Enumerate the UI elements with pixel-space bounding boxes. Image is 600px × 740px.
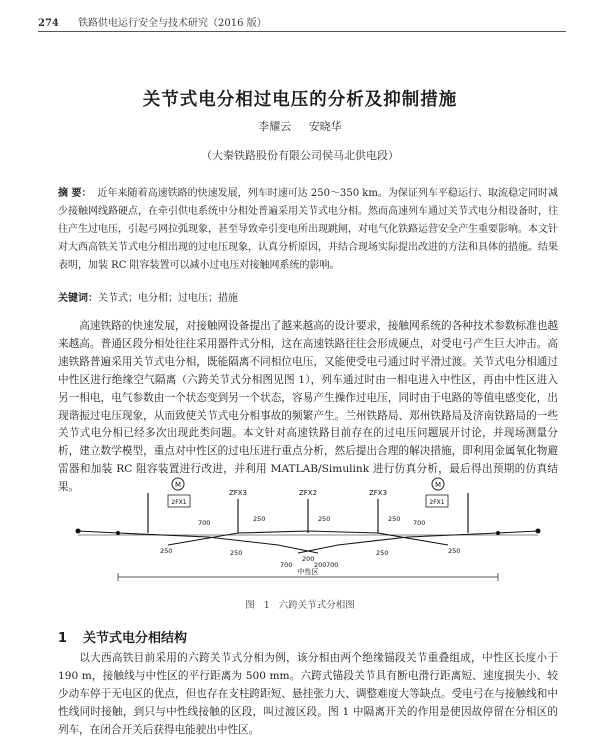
abstract bbox=[58, 185, 558, 275]
dim-label: 700 bbox=[198, 519, 211, 527]
switch-label-2: ZFX2 bbox=[298, 489, 318, 497]
catenary-neutral bbox=[168, 531, 448, 545]
switch-label-3: ZFX3 bbox=[368, 489, 388, 497]
intro-paragraph: 高速铁路的快速发展，对接触网设备提出了越来越高的设计要求，接触网系统的各种技术参数标准也越来越高。普通区段分相处往往采用器件式分相，这在高速铁路往往会形成硬点，对受电弓产生巨大冲击。高速铁路普遍采用关节式电分相，既能隔离不同相位电压，又能使受电弓通过时平滑过渡。关节式电分相通过中性区进行绝缘空气隔离（六跨关节式分相图见图 1），列车通过时由一相电进入中性区，再由中性区进入另一相电，电气参数由一个状态变到另一个状态，容易产生操作过电压，同时由于电路的等值电感变化，出现谐振过电压现象，从而致使关节式电分相事故的频繁产生。兰州铁路局、郑州铁路局及济南铁路局的一些关节式电分相已经多次出现此类问题。本文针对高速铁路目前存在的过电压问题展开讨论，并现场测量分析，建立数学模型，重点对中性区的过电压进行重点分析，然后提出合理的解决措施，即利用金属氧化物避雷器和加装 RC 阻容装置进行改进，并利用 MATLAB/Simulink 进行仿真分析，最后得出预期的仿真结果。 bbox=[58, 320, 558, 494]
page-number: 274 bbox=[38, 18, 59, 29]
affiliation: （大秦铁路股份有限公司侯马北供电段） bbox=[201, 149, 399, 162]
dim-label: 700 bbox=[280, 561, 293, 569]
neutral-zone-label: 中性区 bbox=[297, 568, 319, 576]
catenary-phase-a bbox=[78, 531, 318, 553]
switch-label-1: ZFX3 bbox=[228, 489, 248, 497]
dim-label: 200 bbox=[302, 555, 315, 563]
dim-label: 250 bbox=[160, 547, 173, 555]
section-paragraph: 以大西高铁目前采用的六跨关节式分相为例，该分相由两个绝缘锚段关节重叠组成，中性区长度小于 190 m，接触线与中性区的平行距离为 500 mm。六跨式锚段关节具有断电滑行距离短、速度损失小、较少动车停于无电区的优点，但也存在支柱跨距短、悬挂张力大、调整难度大等缺点。受电弓在与接触线和中性线同时接触，到只与中性线接触的区段，叫过渡区段。图 1 中隔离开关的作用是使因故停留在分相区的列车，在闭合开关后获得电能驶出中性区。 bbox=[58, 652, 558, 736]
dim-label: 250 bbox=[230, 549, 243, 557]
keywords-label: 关键词： bbox=[58, 293, 98, 304]
running-header bbox=[38, 14, 566, 29]
abstract-text: 近年来随着高速铁路的快速发展，列车时速可达 250～350 km。为保证列车平稳运行、取流稳定同时减少接触网线路硬点，在牵引供电系统中分相处普遍采用关节式电分相。然而高速列车通过关节式电分相设备时，往往产生过电压，引起弓网拉弧现象，甚至导致牵引变电所出现跳闸，对电气化铁路运营安全产生重要影响。本文针对大西高铁关节式电分相出现的过电压现象，认真分析原因，并结合现场实际提出改进的方法和具体的措施。结果表明，加装 RC 阻容装置可以减小过电压对接触网系统的影响。 bbox=[58, 188, 559, 272]
mast-label-right: 2FX1 bbox=[429, 499, 445, 506]
section-number: 1 bbox=[58, 631, 68, 646]
dim-label: 700 bbox=[413, 519, 426, 527]
header-rule bbox=[38, 31, 566, 32]
dim-label: 250 bbox=[376, 549, 389, 557]
section-heading bbox=[58, 627, 187, 646]
keywords-text: 关节式；电分相；过电压；措施 bbox=[98, 293, 238, 304]
figure-caption: 图 1 六跨关节式分相图 bbox=[245, 600, 355, 611]
journal-title: 铁路供电运行安全与技术研究（2016 版） bbox=[78, 18, 267, 29]
mast-label-left: 2FX1 bbox=[171, 499, 187, 506]
dim-label: 250 bbox=[388, 515, 401, 523]
dim-label: 250 bbox=[448, 547, 461, 555]
section-title: 关节式电分相结构 bbox=[83, 631, 188, 646]
phase-separation-figure bbox=[58, 475, 558, 593]
catenary-phase-b bbox=[298, 531, 538, 553]
dim-label: 250 bbox=[318, 515, 331, 523]
motor-label-right: M bbox=[434, 481, 442, 489]
motor-label-left: M bbox=[174, 481, 182, 489]
paper-title: 关节式电分相过电压的分析及抑制措施 bbox=[142, 90, 458, 110]
dim-label: 200 bbox=[314, 561, 327, 569]
dim-label: 250 bbox=[253, 515, 266, 523]
keywords bbox=[58, 289, 558, 304]
authors: 李耀云 安晓华 bbox=[258, 120, 342, 133]
abstract-label: 摘 要： bbox=[58, 188, 92, 199]
dim-label: 700 bbox=[326, 561, 339, 569]
